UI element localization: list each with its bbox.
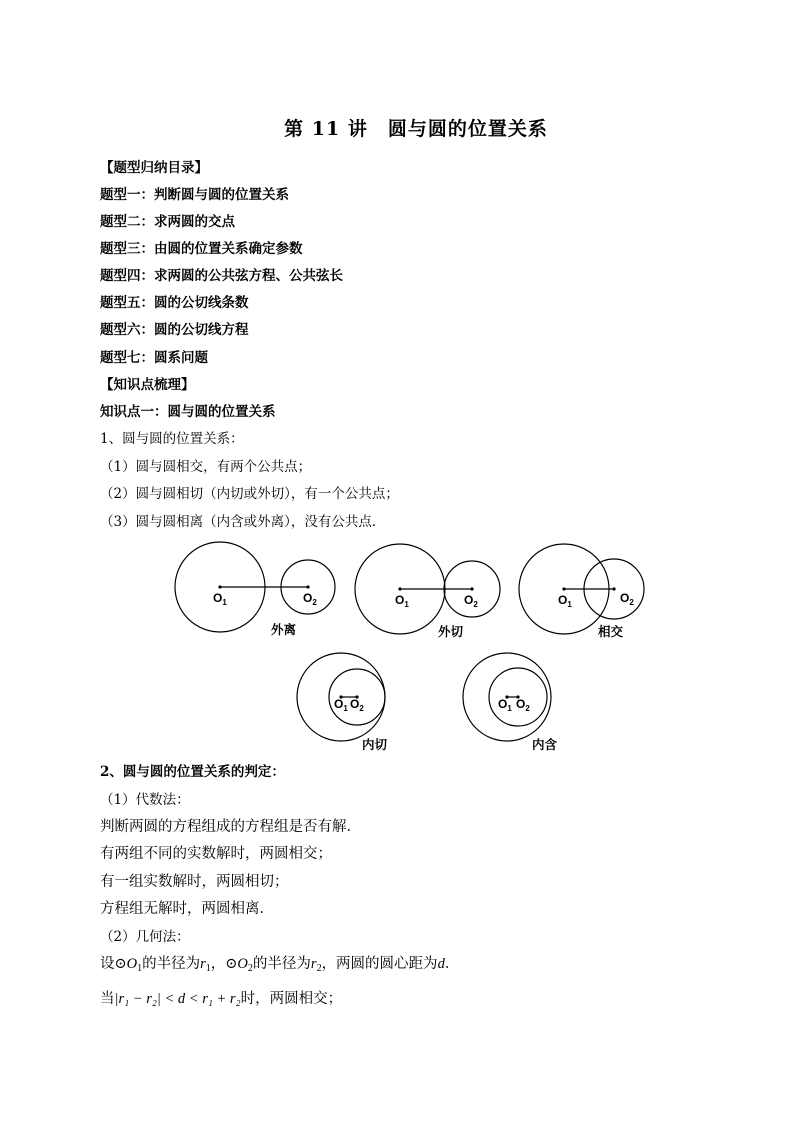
knowledge-point-title: 知识点一：圆与圆的位置关系 <box>100 404 276 420</box>
figure-caption: 相交 <box>598 625 624 639</box>
catalog-item: 题型一：判断圆与圆的位置关系 <box>100 187 289 203</box>
figure-caption: 外离 <box>271 623 297 637</box>
method-title: （1）代数法： <box>100 792 190 808</box>
distance-d: d <box>437 956 445 972</box>
text-segment: 当 <box>100 991 115 1007</box>
center-label-o2: $O_2$ <box>464 593 478 609</box>
case-line: （2）圆与圆相切（内切或外切），有一个公共点； <box>100 486 399 502</box>
center-dot <box>562 587 565 590</box>
center-label-o2: $O_2$ <box>620 591 634 607</box>
text-segment: 的半径为 <box>252 956 311 972</box>
radius-r1 <box>200 956 211 972</box>
catalog-heading: 【题型归纳目录】 <box>100 160 208 176</box>
text-segment: 设 <box>100 956 115 972</box>
catalog-item: 题型二：求两圆的交点 <box>100 214 235 230</box>
catalog-item: 题型六：圆的公切线方程 <box>100 322 249 338</box>
center-label-o1: $O_1$ <box>395 593 409 609</box>
radius-symbol: r <box>310 956 317 972</box>
center-label-o1: $O_1$ <box>498 697 512 713</box>
knowledge-heading: 【知识点梳理】 <box>100 377 195 393</box>
method-line: 有两组不同的实数解时，两圆相交； <box>100 846 332 862</box>
center-label-o2: $O_2$ <box>516 697 530 713</box>
figure-caption: 内含 <box>532 738 558 752</box>
center-label-o1: $O_1$ <box>558 593 572 609</box>
catalog-item: 题型四：求两圆的公共弦方程、公共弦长 <box>100 268 343 284</box>
center-label-o2: $O_2$ <box>350 697 364 713</box>
text-segment: ， <box>210 956 226 972</box>
circle-o2 <box>225 956 253 972</box>
text-segment: ，两圆的圆心距为 <box>321 956 438 972</box>
circle-o1 <box>115 956 143 972</box>
geometry-condition-line <box>100 990 342 1008</box>
center-dot <box>398 587 401 590</box>
catalog-item: 题型七：圆系问题 <box>100 350 208 366</box>
subscript: 1 <box>205 963 211 974</box>
center-label-o1: $O_1$ <box>334 697 348 713</box>
subsection-title: 1、圆与圆的位置关系： <box>100 431 244 447</box>
subscript: 1 <box>137 963 143 974</box>
subsection-title: 2、圆与圆的位置关系的判定： <box>100 764 285 780</box>
method-line: 判断两圆的方程组成的方程组是否有解． <box>100 819 361 835</box>
center-label-o2: $O_2$ <box>303 591 317 607</box>
catalog-item: 题型三：由圆的位置关系确定参数 <box>100 241 303 257</box>
radius-r2 <box>311 956 322 972</box>
subscript: 2 <box>316 963 322 974</box>
center-dot <box>218 585 221 588</box>
circle-symbol: ⊙O <box>225 956 248 972</box>
text-segment: 的半径为 <box>142 956 201 972</box>
method-line: 方程组无解时，两圆相离． <box>100 901 274 917</box>
figure-caption: 内切 <box>362 738 388 752</box>
case-line: （1）圆与圆相交，有两个公共点； <box>100 459 312 475</box>
center-dot <box>612 587 615 590</box>
center-dot <box>470 587 473 590</box>
text-segment: 时，两圆相交； <box>240 991 343 1007</box>
subscript: 2 <box>247 963 253 974</box>
circle-symbol: ⊙O <box>114 956 138 972</box>
radius-symbol: r <box>200 956 206 972</box>
method-title: （2）几何法： <box>100 929 190 945</box>
method-line: 有一组实数解时，两圆相切； <box>100 874 289 890</box>
condition-formula: |r₁ − r₂| < d < r₁ + r₂ <box>114 991 241 1007</box>
case-line: （3）圆与圆相离（内含或外离），没有公共点． <box>100 514 386 530</box>
center-label-o1: $O_1$ <box>213 591 227 607</box>
text-segment: ． <box>444 956 460 972</box>
page-title: 第 11 讲 圆与圆的位置关系 <box>284 118 548 140</box>
figure-caption: 外切 <box>438 625 464 639</box>
catalog-item: 题型五：圆的公切线条数 <box>100 295 249 311</box>
center-dot <box>306 585 309 588</box>
geometry-definition-line <box>100 955 459 978</box>
